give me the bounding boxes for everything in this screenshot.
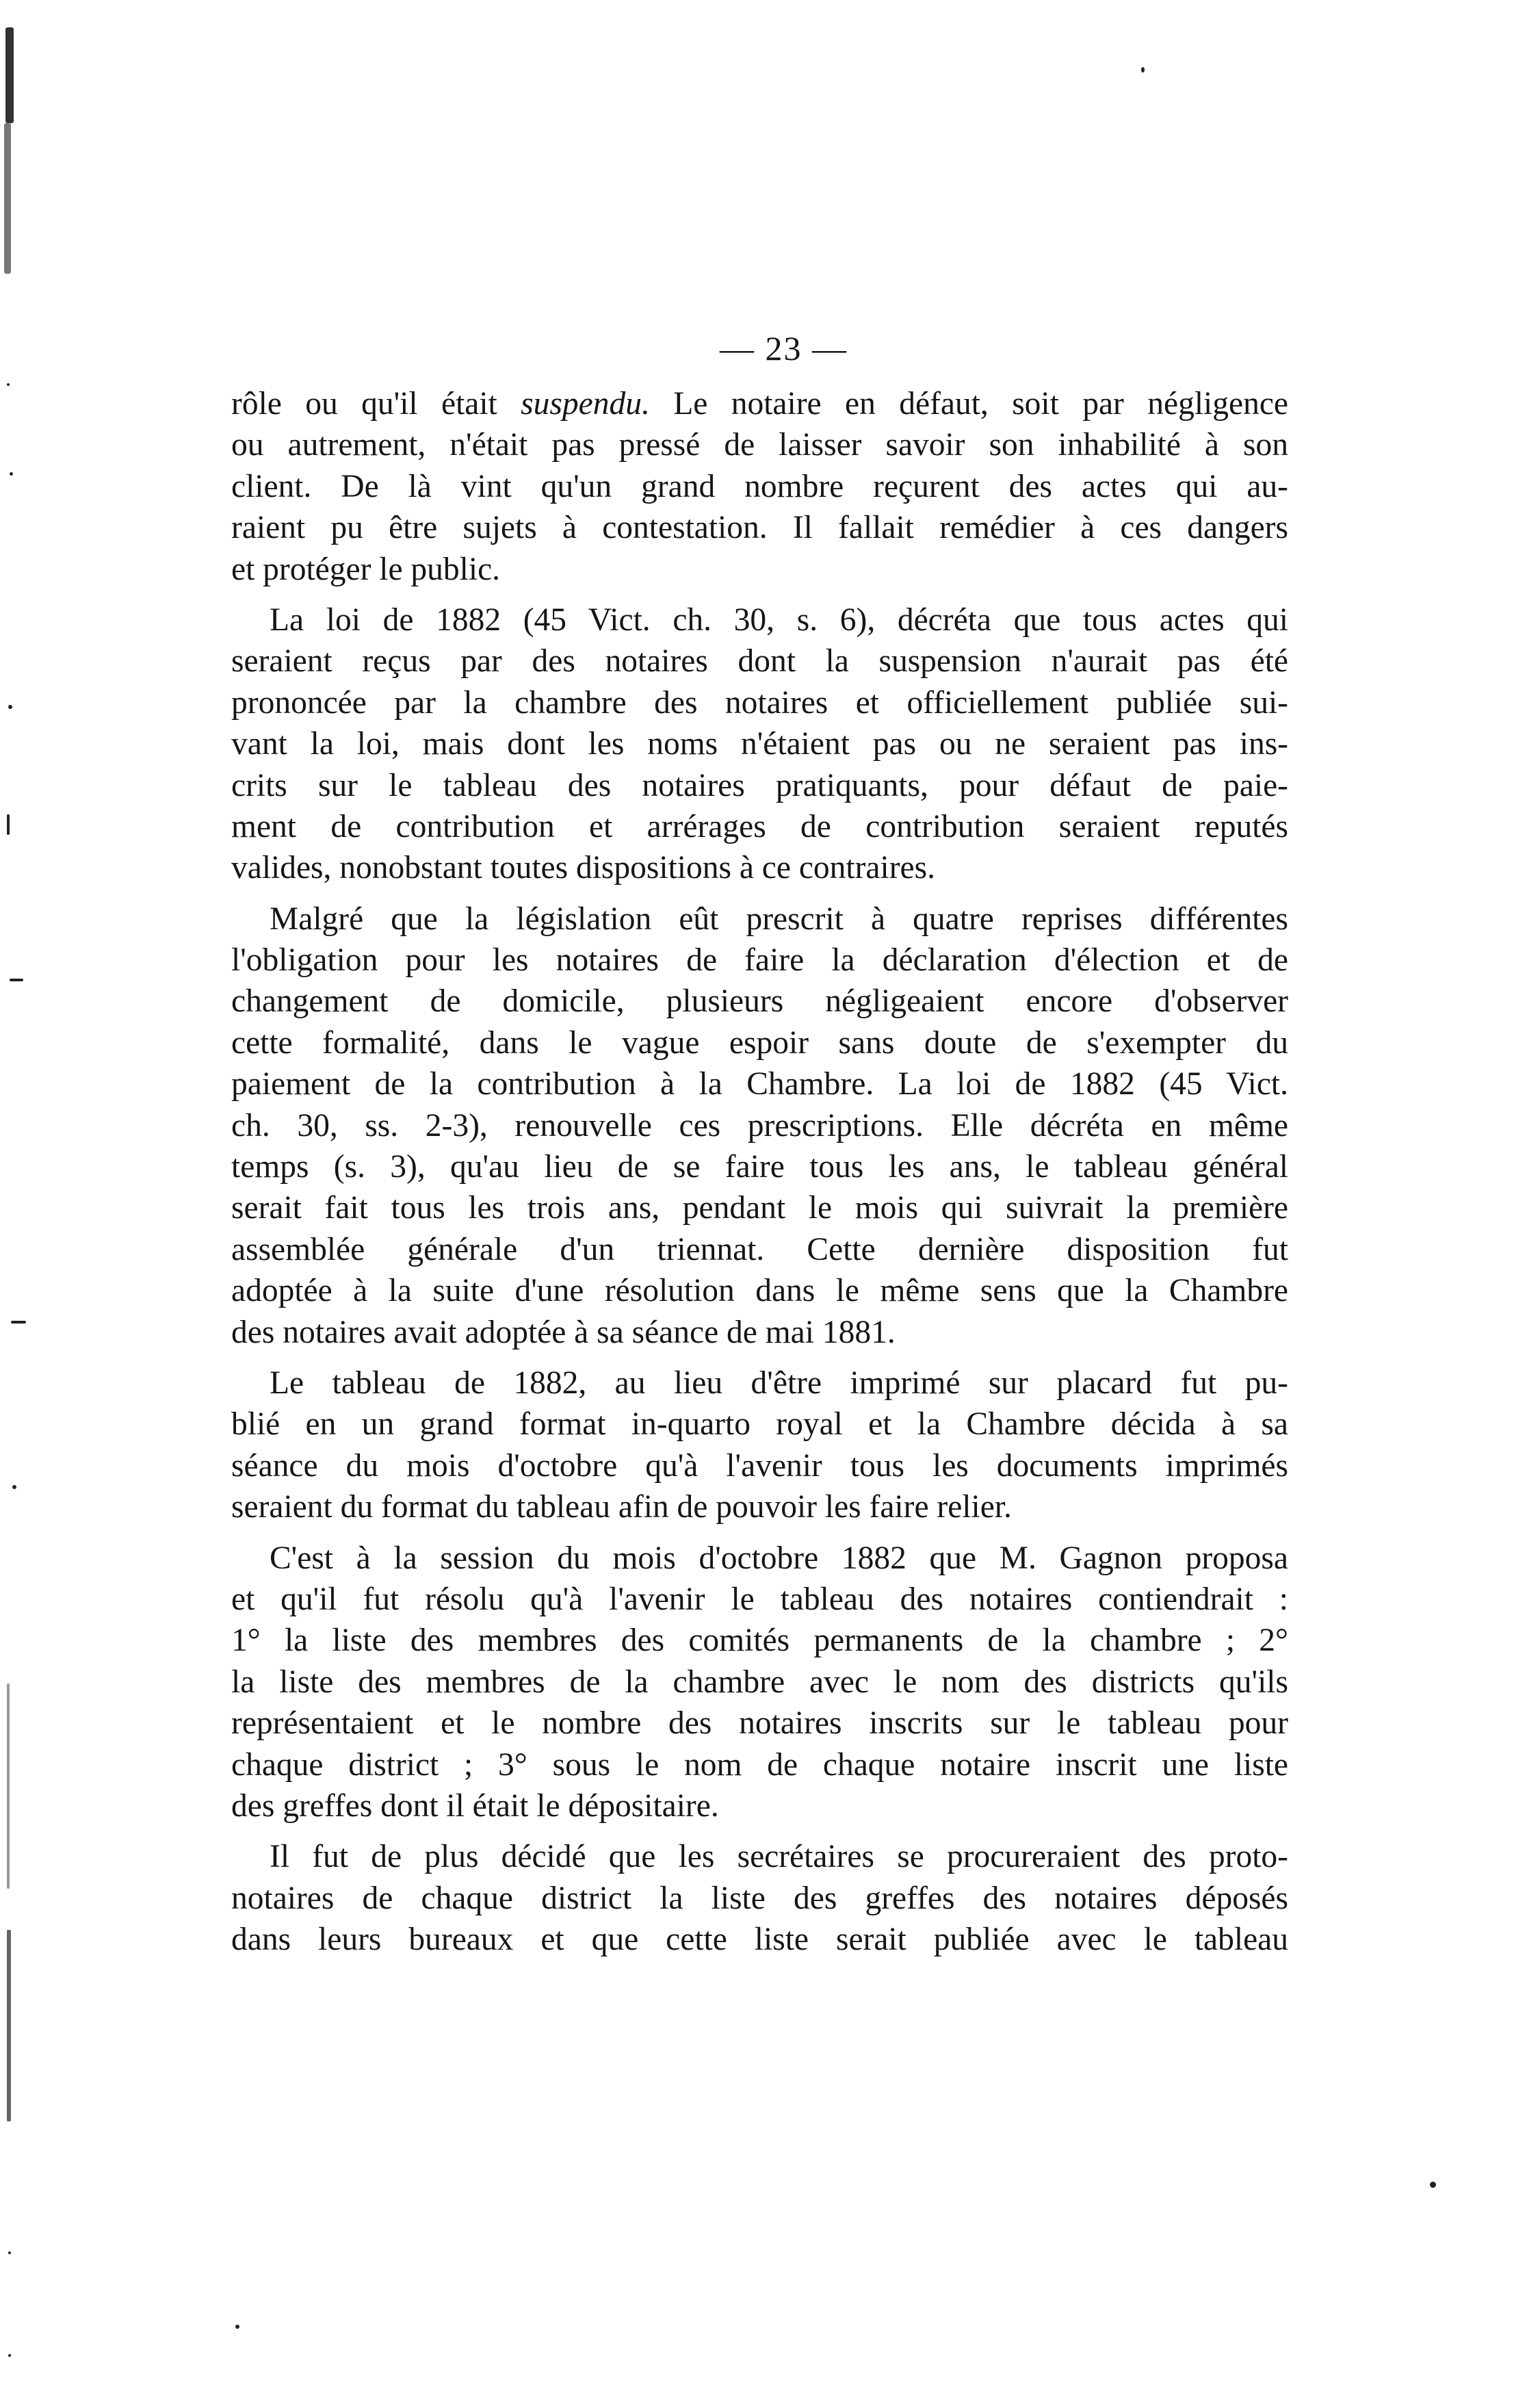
text-line: prononcée par la chambre des notaires et officiellement publiée sui- (231, 684, 1288, 721)
text-line: Il fut de plus décidé que les secrétaires se procureraient des proto- (270, 1839, 1288, 1875)
paragraph (231, 1363, 1288, 1528)
line-start: rôle ou qu'il était (231, 386, 521, 422)
body-text (231, 383, 1288, 1960)
line-end: Le notaire en défaut, soit par négligence (649, 386, 1288, 422)
italic-word: suspendu. (521, 386, 650, 422)
scan-dot (1430, 2182, 1436, 2188)
text-line: temps (s. 3), qu'au lieu de se faire tous les ans, le tableau général (231, 1149, 1288, 1185)
text-line: blié en un grand format in-quarto royal et la Chambre décida à sa (231, 1406, 1288, 1443)
text-line: cette formalité, dans le vague espoir sans doute de s'exempter du (231, 1024, 1288, 1061)
text-line: des greffes dont il était le dépositaire. (231, 1787, 719, 1824)
paragraph (231, 899, 1288, 1353)
text-line (231, 383, 1288, 424)
paragraph (231, 1836, 1288, 1960)
text-line: crits sur le tableau des notaires pratiquants, pour défaut de paie- (231, 767, 1288, 803)
text-line: raient pu être sujets à contestation. Il fallait remédier à ces dangers (231, 510, 1288, 546)
text-line: ment de contribution et arrérages de contribution seraient reputés (231, 808, 1288, 844)
text-line: La loi de 1882 (45 Vict. ch. 30, s. 6), décréta que tous actes qui (270, 602, 1288, 638)
text-line: séance du mois d'octobre qu'à l'avenir tous les documents imprimés (231, 1447, 1288, 1484)
text-line: adoptée à la suite d'une résolution dans le même sens que la Chambre (231, 1273, 1288, 1309)
text-line: 1° la liste des membres des comités permanents de la chambre ; 2° (231, 1623, 1288, 1659)
text-line: la liste des membres de la chambre avec le nom des districts qu'ils (231, 1664, 1288, 1700)
scan-dot (235, 2325, 239, 2329)
paragraph (231, 1538, 1288, 1827)
text-line: et qu'il fut résolu qu'à l'avenir le tableau des notaires contiendrait : (231, 1581, 1288, 1617)
text-line: C'est à la session du mois d'octobre 1882 que M. Gagnon proposa (270, 1540, 1288, 1576)
text-line: serait fait tous les trois ans, pendant le mois qui suivrait la première (231, 1190, 1288, 1226)
text-line: chaque district ; 3° sous le nom de chaque notaire inscrit une liste (231, 1746, 1288, 1783)
text-line: et protéger le public. (231, 551, 501, 587)
text-line: dans leurs bureaux et que cette liste serait publiée avec le tableau (231, 1922, 1288, 1958)
text-line: seraient du format du tableau afin de pouvoir les faire relier. (231, 1489, 1012, 1525)
page-number: — 23 — (720, 329, 848, 367)
text-line: changement de domicile, plusieurs négligeaient encore d'observer (231, 983, 1288, 1020)
text-line: notaires de chaque district la liste des greffes des notaires déposés (231, 1880, 1288, 1916)
scan-dot (1141, 67, 1145, 73)
text-line: l'obligation pour les notaires de faire la déclaration d'élection et de (231, 942, 1288, 979)
text-line: client. De là vint qu'un grand nombre reçurent des actes qui au- (231, 468, 1288, 504)
text-line: assemblée générale d'un triennat. Cette dernière disposition fut (231, 1231, 1288, 1267)
text-line: valides, nonobstant toutes dispositions à ce contraires. (231, 850, 935, 886)
paragraph (231, 599, 1288, 889)
text-line: seraient reçus par des notaires dont la suspension n'aurait pas été (231, 643, 1288, 680)
text-line: vant la loi, mais dont les noms n'étaient pas ou ne seraient pas ins- (231, 726, 1288, 762)
text-line: représentaient et le nombre des notaires inscrits sur le tableau pour (231, 1705, 1288, 1742)
text-line: Le tableau de 1882, au lieu d'être imprimé sur placard fut pu- (270, 1365, 1288, 1401)
text-line: Malgré que la législation eût prescrit à quatre reprises différentes (270, 901, 1288, 937)
text-line: ou autrement, n'était pas pressé de laisser savoir son inhabilité à son (231, 427, 1288, 463)
text-line: des notaires avait adoptée à sa séance de mai 1881. (231, 1314, 896, 1350)
text-line: ch. 30, ss. 2-3), renouvelle ces prescriptions. Elle décréta en même (231, 1107, 1288, 1144)
paragraph (231, 383, 1288, 590)
text-line: paiement de la contribution à la Chambre. La loi de 1882 (45 Vict. (231, 1066, 1288, 1102)
